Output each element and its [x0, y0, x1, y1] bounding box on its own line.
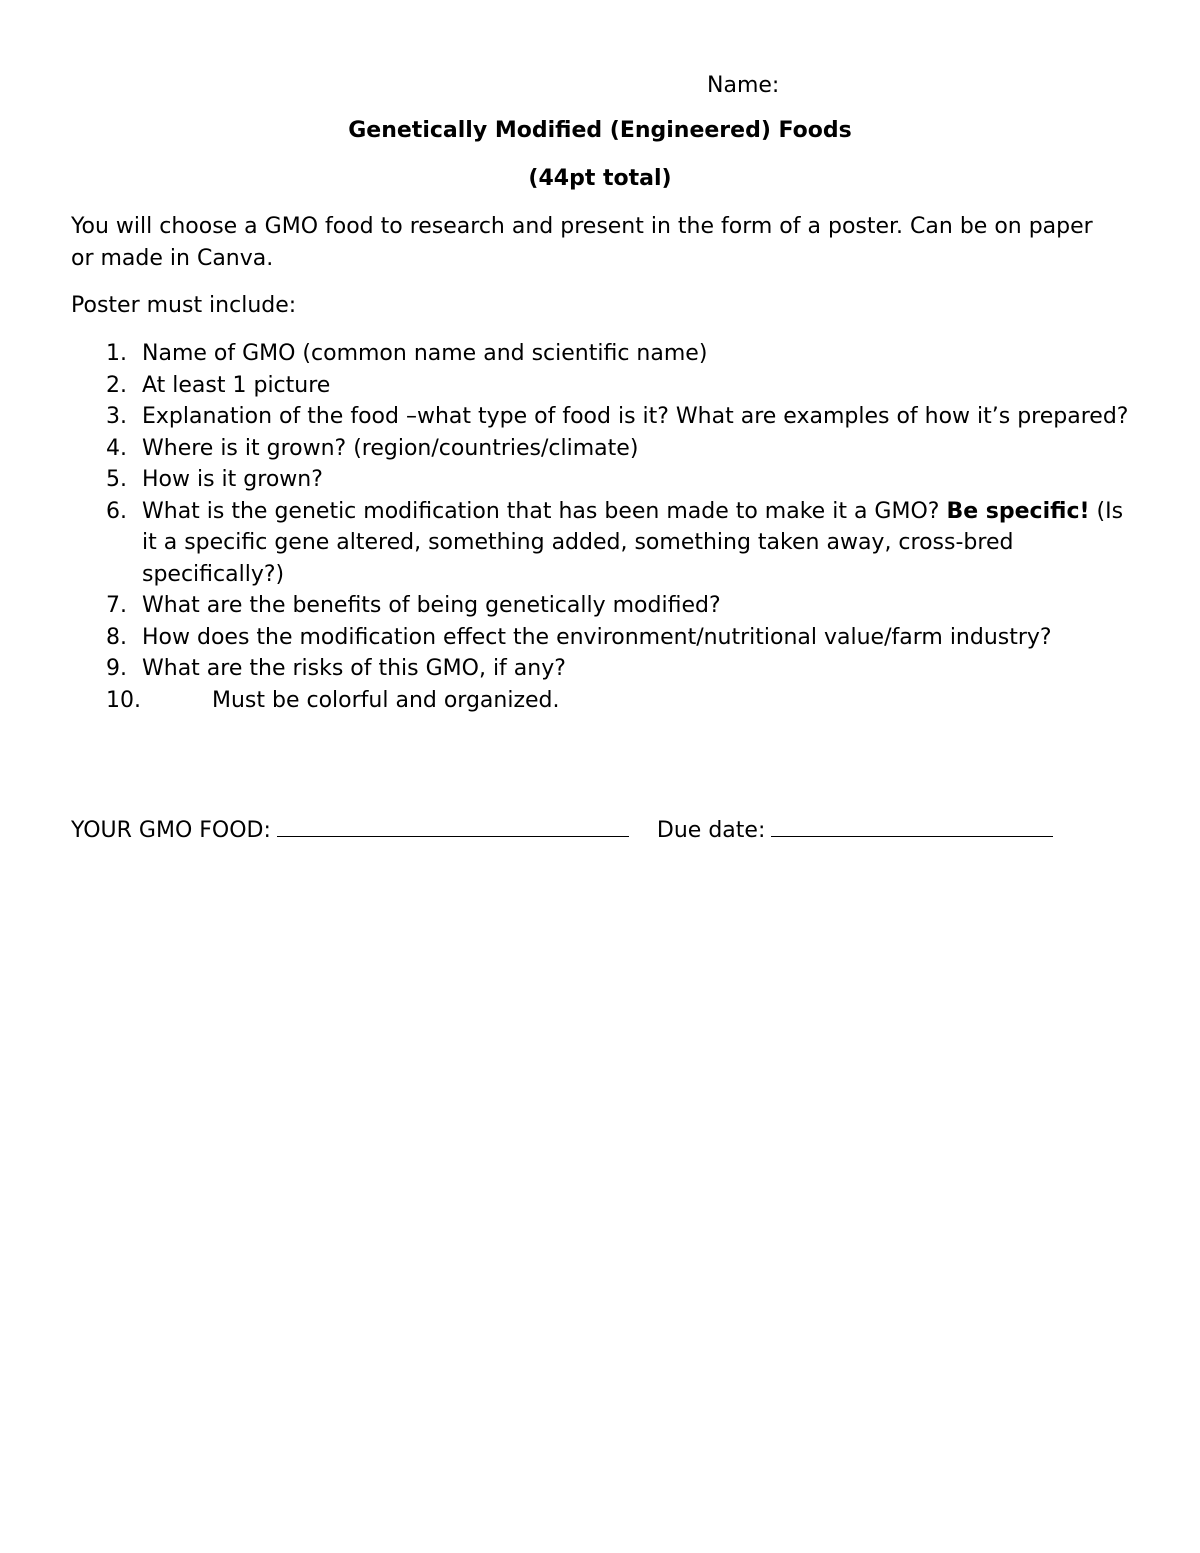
list-text: Must be colorful and organized. — [212, 687, 560, 713]
list-text: At least 1 picture — [142, 372, 331, 398]
list-text-part: (Is it a specific gene altered, something added, something taken away, cross-bred specifically?) — [142, 498, 1124, 587]
requirements-list — [0, 338, 1200, 716]
list-number: 2. — [106, 372, 127, 398]
list-number: 6. — [106, 498, 127, 524]
list-item — [0, 338, 1200, 370]
gmo-food-blank[interactable] — [277, 814, 629, 837]
list-text: Where is it grown? (region/countries/climate) — [142, 435, 639, 461]
list-number: 7. — [106, 593, 127, 618]
assignment-fields — [71, 814, 1053, 846]
list-number: 9. — [106, 656, 127, 681]
intro-paragraph — [71, 211, 1121, 275]
list-number: 3. — [106, 404, 127, 429]
list-number: 1. — [106, 341, 127, 366]
list-item — [0, 401, 1200, 433]
list-text: Name of GMO (common name and scientific name) — [142, 341, 708, 366]
list-text: How is it grown? — [142, 467, 323, 492]
list-item — [0, 622, 1200, 654]
list-number: 8. — [106, 624, 127, 650]
list-item — [0, 496, 1200, 591]
points-total: (44pt total) — [528, 166, 672, 191]
gmo-food-label: YOUR GMO FOOD: — [71, 818, 271, 843]
list-text: What are the risks of this GMO, if any? — [142, 656, 566, 681]
list-number: 4. — [106, 435, 127, 461]
student-name-label: Name: — [707, 73, 780, 98]
emphasis-text: Be specific! — [946, 498, 1090, 524]
list-item — [0, 590, 1200, 622]
due-date-label: Due date: — [656, 818, 766, 843]
list-number: 10. — [106, 687, 141, 713]
list-text: How does the modification effect the environment/nutritional value/farm industry? — [142, 624, 1052, 650]
list-item — [0, 464, 1200, 496]
list-number: 5. — [106, 467, 127, 492]
list-text-part: What is the genetic modification that has been made to make it a GMO? — [142, 498, 947, 524]
intro-text: You will choose a GMO food to research and present in the form of a poster. Can be on paper or made in Canva. — [71, 214, 1093, 271]
list-item — [0, 653, 1200, 685]
list-text — [142, 496, 1132, 591]
poster-requirements-label: Poster must include: — [71, 293, 297, 318]
due-date-blank[interactable] — [771, 814, 1053, 837]
list-item — [0, 433, 1200, 465]
list-text: What are the benefits of being genetically modified? — [142, 593, 721, 618]
list-item — [0, 370, 1200, 402]
list-item — [0, 685, 1200, 717]
list-text: Explanation of the food –what type of food is it? What are examples of how it’s prepared? — [142, 404, 1129, 429]
page-title: Genetically Modified (Engineered) Foods — [348, 118, 852, 143]
